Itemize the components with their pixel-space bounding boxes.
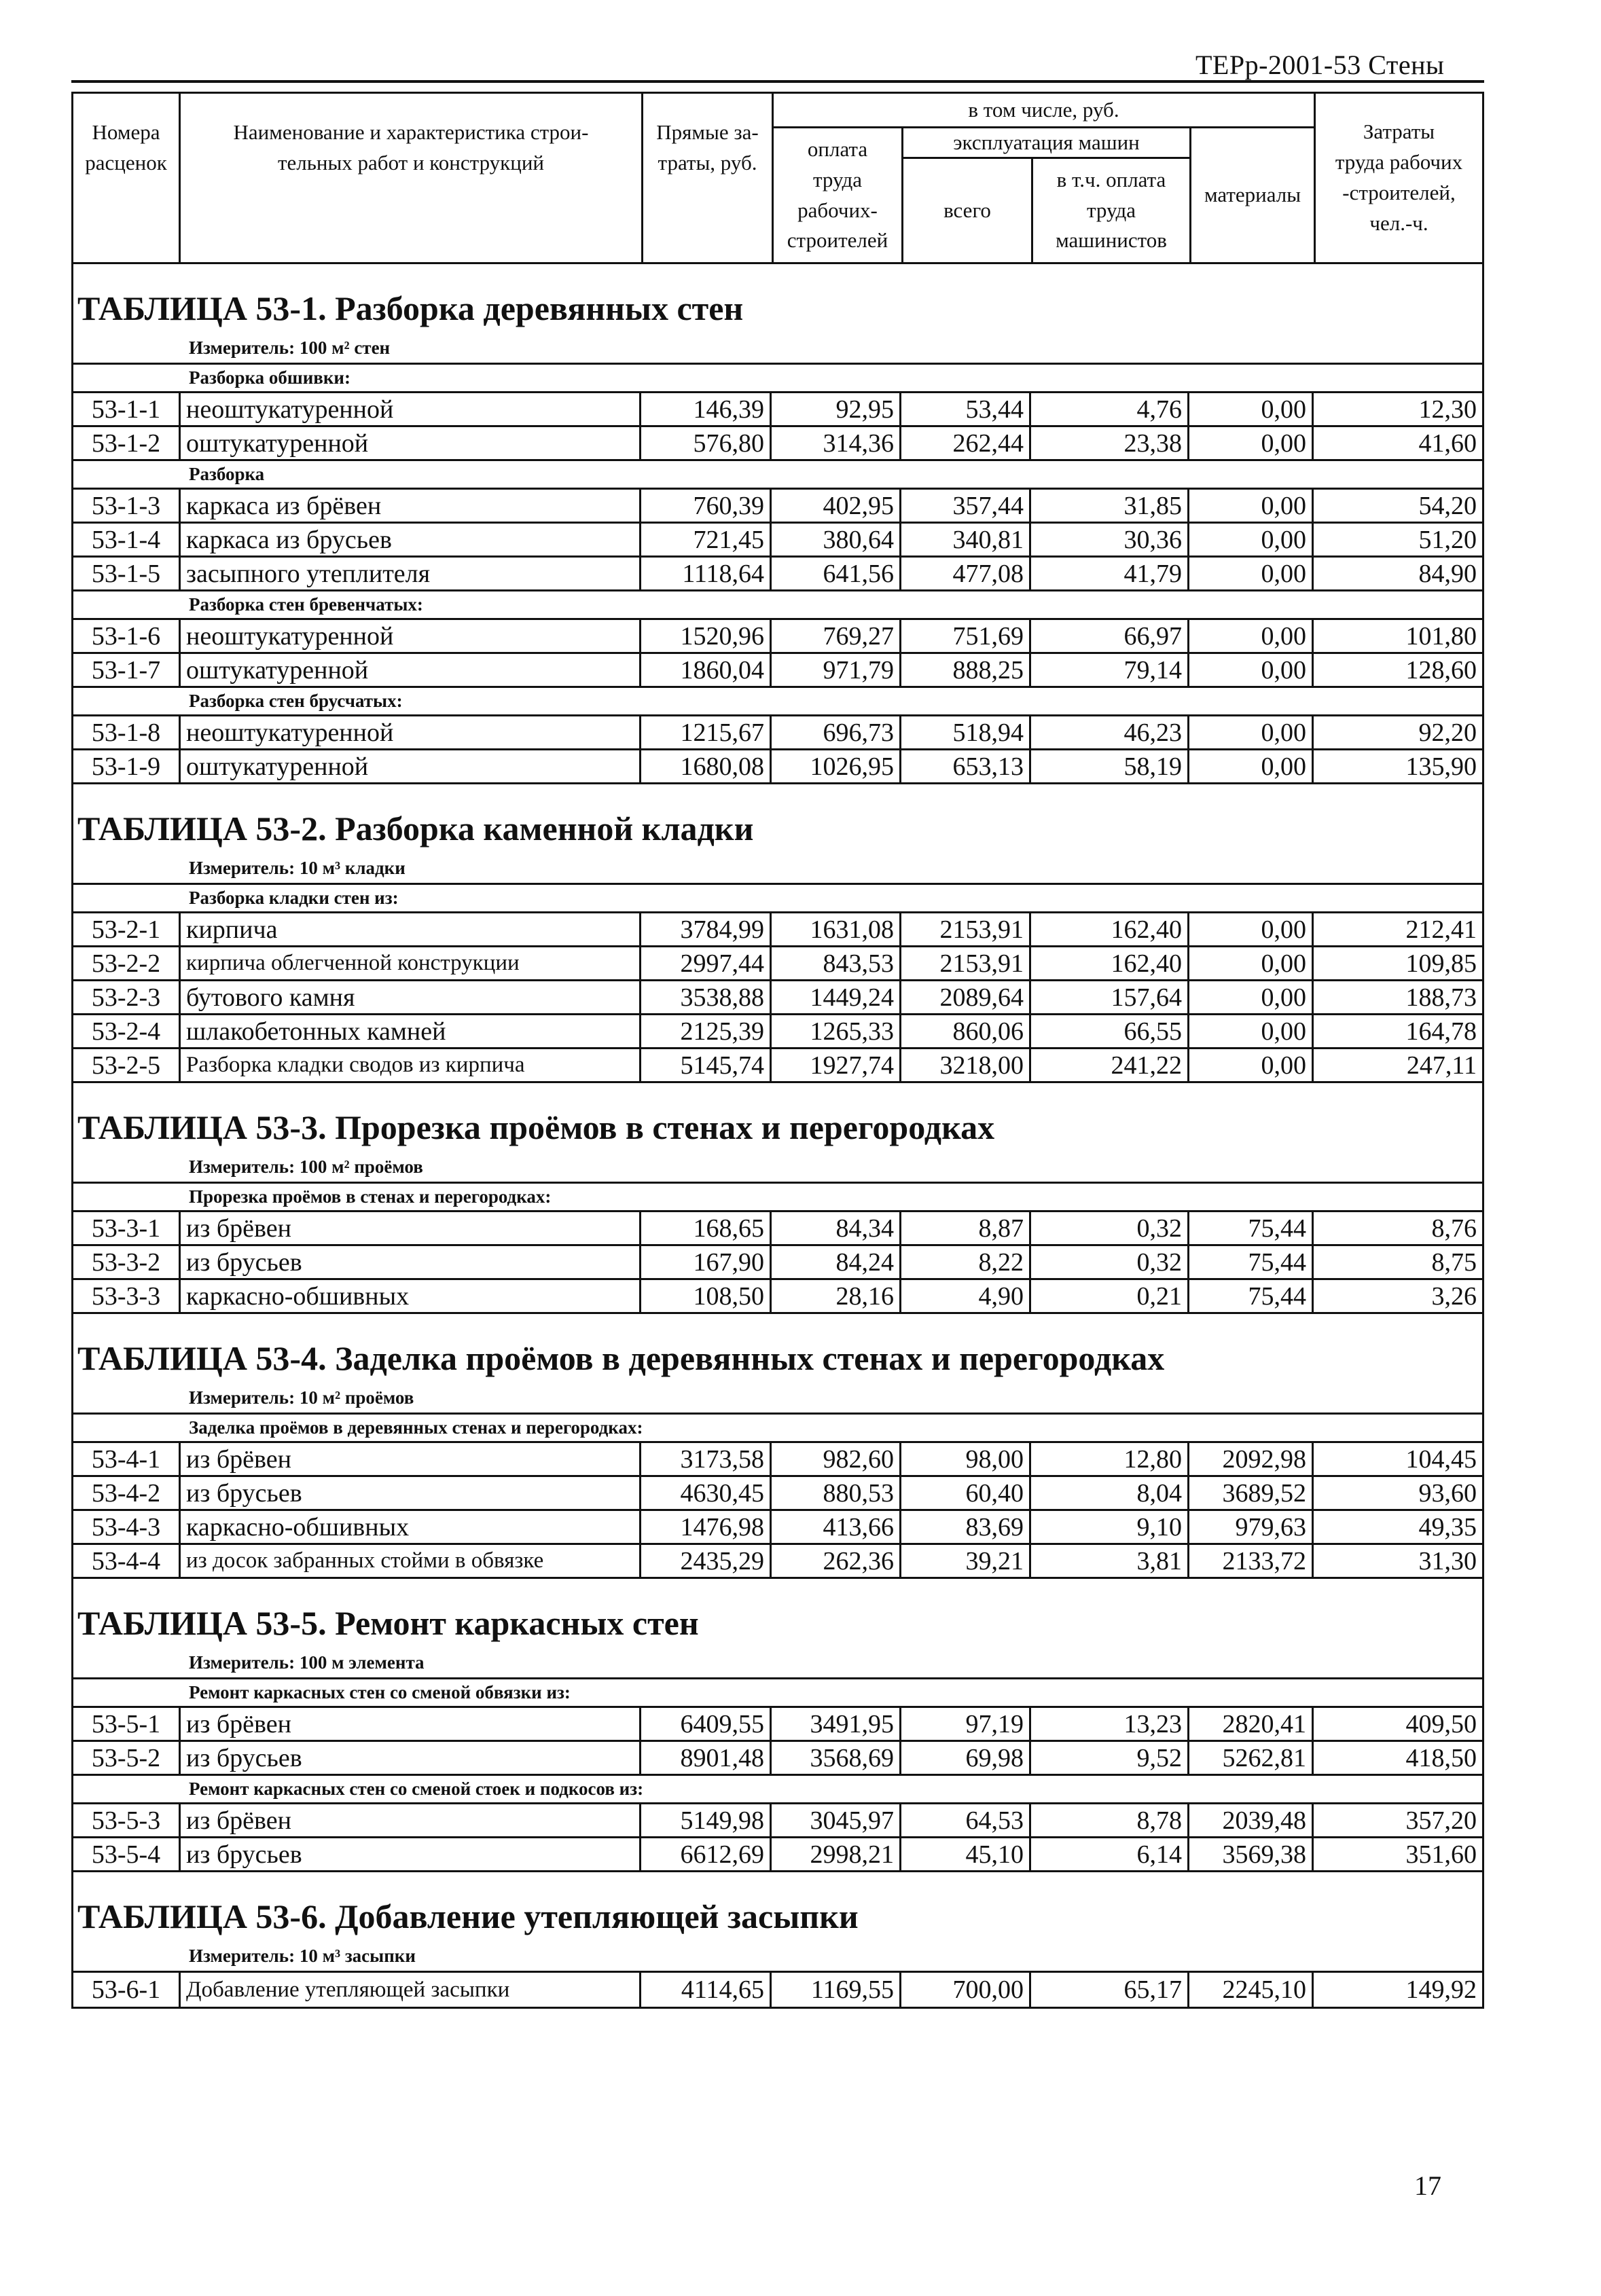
materials-cost: 979,63	[1189, 1511, 1314, 1543]
group-label: Разборка стен бревенчатых:	[73, 591, 1482, 620]
machine-operation: 69,98	[901, 1742, 1031, 1774]
table-title: ТАБЛИЦА 53-3. Прорезка проёмов в стенах и перегородках	[77, 1108, 995, 1146]
page-header-title: ТЕРр-2001-53 Стены	[1195, 50, 1445, 80]
col-head-materials: материалы	[1204, 183, 1301, 207]
machine-operation: 53,44	[901, 393, 1031, 425]
machinist-wage: 4,76	[1031, 393, 1189, 425]
worker-wage: 982,60	[772, 1443, 901, 1475]
rate-row	[73, 1742, 1482, 1776]
rate-row	[73, 1443, 1482, 1477]
worker-wage: 92,95	[772, 393, 901, 425]
rate-row	[73, 716, 1482, 750]
worker-wage: 84,24	[772, 1246, 901, 1278]
direct-costs: 108,50	[641, 1280, 772, 1312]
worker-wage: 1265,33	[772, 1015, 901, 1047]
rate-code: 53-2-3	[73, 981, 181, 1013]
rate-code: 53-2-2	[73, 947, 181, 979]
rate-code: 53-3-2	[73, 1246, 181, 1278]
worker-wage: 380,64	[772, 524, 901, 555]
machinist-wage: 30,36	[1031, 524, 1189, 555]
materials-cost: 0,00	[1189, 1015, 1314, 1047]
rate-code: 53-1-2	[73, 427, 181, 459]
rate-code: 53-1-3	[73, 490, 181, 522]
machinist-wage: 0,32	[1031, 1246, 1189, 1278]
rate-row	[73, 1212, 1482, 1246]
machine-operation: 357,44	[901, 490, 1031, 522]
machinist-wage: 13,23	[1031, 1708, 1189, 1740]
rate-row	[73, 524, 1482, 558]
labor-hours: 409,50	[1405, 1709, 1477, 1738]
machine-operation: 8,22	[901, 1246, 1031, 1278]
group-label: Разборка стен брусчатых:	[73, 688, 1482, 716]
worker-wage: 1449,24	[772, 981, 901, 1013]
labor-hours: 8,75	[1431, 1247, 1477, 1277]
machinist-wage: 157,64	[1031, 981, 1189, 1013]
rate-row	[73, 1280, 1482, 1314]
machinist-wage: 79,14	[1031, 654, 1189, 686]
worker-wage: 3491,95	[772, 1708, 901, 1740]
rate-code: 53-5-2	[73, 1742, 181, 1774]
rate-row	[73, 981, 1482, 1015]
rate-row	[73, 750, 1482, 784]
group-label: Разборка кладки стен из:	[73, 885, 1482, 913]
worker-wage: 314,36	[772, 427, 901, 459]
rate-code: 53-2-1	[73, 913, 181, 945]
work-name: каркаса из брёвен	[181, 490, 641, 522]
rate-code: 53-4-3	[73, 1511, 181, 1543]
direct-costs: 146,39	[641, 393, 772, 425]
machine-operation: 477,08	[901, 558, 1031, 589]
rate-code: 53-1-5	[73, 558, 181, 589]
table-unit: Измеритель: 10 м³ кладки	[73, 854, 1482, 885]
machinist-wage: 0,32	[1031, 1212, 1189, 1244]
direct-costs: 1476,98	[641, 1511, 772, 1543]
machine-operation: 888,25	[901, 654, 1031, 686]
worker-wage: 1169,55	[772, 1973, 901, 2007]
rate-code: 53-6-1	[73, 1973, 181, 2007]
materials-cost: 0,00	[1189, 913, 1314, 945]
rate-row	[73, 654, 1482, 688]
materials-cost: 0,00	[1189, 620, 1314, 652]
direct-costs: 3173,58	[641, 1443, 772, 1475]
materials-cost: 2820,41	[1189, 1708, 1314, 1740]
direct-costs: 5149,98	[641, 1804, 772, 1836]
machine-operation: 64,53	[901, 1804, 1031, 1836]
materials-cost: 3689,52	[1189, 1477, 1314, 1509]
materials-cost: 2245,10	[1189, 1973, 1314, 2007]
machinist-wage: 66,55	[1031, 1015, 1189, 1047]
materials-cost: 75,44	[1189, 1246, 1314, 1278]
labor-hours: 247,11	[1406, 1051, 1477, 1080]
work-name: шлакобетонных камней	[181, 1015, 641, 1047]
labor-hours: 135,90	[1405, 752, 1477, 781]
machine-operation: 262,44	[901, 427, 1031, 459]
labor-hours: 109,85	[1405, 949, 1477, 978]
machine-operation: 340,81	[901, 524, 1031, 555]
machinist-wage: 58,19	[1031, 750, 1189, 782]
rate-code: 53-4-4	[73, 1545, 181, 1577]
direct-costs: 8901,48	[641, 1742, 772, 1774]
direct-costs: 576,80	[641, 427, 772, 459]
machine-operation: 83,69	[901, 1511, 1031, 1543]
labor-hours: 92,20	[1418, 718, 1477, 747]
labor-hours: 128,60	[1405, 655, 1477, 685]
work-name: из брусьев	[181, 1246, 641, 1278]
machinist-wage: 162,40	[1031, 947, 1189, 979]
rate-row	[73, 393, 1482, 427]
work-name: засыпного утеплителя	[181, 558, 641, 589]
machine-operation: 518,94	[901, 716, 1031, 748]
materials-cost: 0,00	[1189, 393, 1314, 425]
machine-operation: 2153,91	[901, 947, 1031, 979]
group-label: Ремонт каркасных стен со сменой обвязки из:	[73, 1679, 1482, 1708]
machine-operation: 45,10	[901, 1838, 1031, 1870]
work-name: неоштукатуренной	[181, 716, 641, 748]
worker-wage: 28,16	[772, 1280, 901, 1312]
materials-cost: 3569,38	[1189, 1838, 1314, 1870]
work-name: каркаса из брусьев	[181, 524, 641, 555]
direct-costs: 3784,99	[641, 913, 772, 945]
group-label: Разборка	[73, 461, 1482, 490]
rate-row	[73, 1545, 1482, 1579]
direct-costs: 167,90	[641, 1246, 772, 1278]
labor-hours: 51,20	[1418, 525, 1477, 554]
machinist-wage: 241,22	[1031, 1049, 1189, 1081]
col-head-code: Номера расценок	[85, 120, 167, 175]
direct-costs: 3538,88	[641, 981, 772, 1013]
col-head-name: Наименование и характеристика строи- тельных работ и конструкций	[233, 120, 589, 175]
rate-row	[73, 427, 1482, 461]
rate-code: 53-1-9	[73, 750, 181, 782]
labor-hours: 188,73	[1405, 983, 1477, 1012]
machine-operation: 4,90	[901, 1280, 1031, 1312]
labor-hours: 31,30	[1418, 1546, 1477, 1575]
column-headers	[73, 94, 1482, 264]
direct-costs: 1520,96	[641, 620, 772, 652]
machinist-wage: 9,10	[1031, 1511, 1189, 1543]
rate-row	[73, 1838, 1482, 1872]
machinist-wage: 66,97	[1031, 620, 1189, 652]
machinist-wage: 3,81	[1031, 1545, 1189, 1577]
machinist-wage: 8,78	[1031, 1804, 1189, 1836]
rate-code: 53-4-2	[73, 1477, 181, 1509]
worker-wage: 843,53	[772, 947, 901, 979]
direct-costs: 1680,08	[641, 750, 772, 782]
header-rule	[71, 80, 1484, 83]
rate-row	[73, 1708, 1482, 1742]
machinist-wage: 9,52	[1031, 1742, 1189, 1774]
machine-operation: 860,06	[901, 1015, 1031, 1047]
labor-hours: 49,35	[1418, 1512, 1477, 1542]
worker-wage: 641,56	[772, 558, 901, 589]
work-name: из брусьев	[181, 1477, 641, 1509]
rate-row	[73, 1049, 1482, 1083]
rate-code: 53-5-1	[73, 1708, 181, 1740]
rate-code: 53-5-3	[73, 1804, 181, 1836]
group-label: Ремонт каркасных стен со сменой стоек и подкосов из:	[73, 1776, 1482, 1804]
work-name: Разборка кладки сводов из кирпича	[181, 1049, 641, 1081]
rate-row	[73, 947, 1482, 981]
worker-wage: 262,36	[772, 1545, 901, 1577]
worker-wage: 1927,74	[772, 1049, 901, 1081]
work-name: из досок забранных стойми в обвязке	[181, 1545, 641, 1577]
rate-row	[73, 620, 1482, 654]
work-name: из брёвен	[181, 1443, 641, 1475]
labor-hours: 101,80	[1405, 621, 1477, 651]
machinist-wage: 23,38	[1031, 427, 1189, 459]
table-title: ТАБЛИЦА 53-5. Ремонт каркасных стен	[77, 1604, 699, 1642]
direct-costs: 5145,74	[641, 1049, 772, 1081]
col-head-labor: Затраты труда рабочих -строителей, чел.-ч.	[1335, 120, 1463, 235]
divider	[641, 94, 643, 262]
materials-cost: 0,00	[1189, 947, 1314, 979]
machinist-wage: 65,17	[1031, 1973, 1189, 2007]
worker-wage: 1026,95	[772, 750, 901, 782]
direct-costs: 2435,29	[641, 1545, 772, 1577]
machine-operation: 97,19	[901, 1708, 1031, 1740]
table-title: ТАБЛИЦА 53-1. Разборка деревянных стен	[77, 289, 744, 327]
machine-operation: 39,21	[901, 1545, 1031, 1577]
table-title: ТАБЛИЦА 53-6. Добавление утепляющей засыпки	[77, 1897, 859, 1935]
rate-row	[73, 913, 1482, 947]
divider	[179, 94, 181, 262]
rate-row	[73, 1511, 1482, 1545]
worker-wage: 402,95	[772, 490, 901, 522]
machinist-wage: 12,80	[1031, 1443, 1189, 1475]
rate-row	[73, 1015, 1482, 1049]
work-name: неоштукатуренной	[181, 393, 641, 425]
machine-operation: 60,40	[901, 1477, 1031, 1509]
materials-cost: 5262,81	[1189, 1742, 1314, 1774]
rate-code: 53-1-1	[73, 393, 181, 425]
rate-code: 53-4-1	[73, 1443, 181, 1475]
worker-wage: 880,53	[772, 1477, 901, 1509]
materials-cost: 0,00	[1189, 427, 1314, 459]
rate-code: 53-1-7	[73, 654, 181, 686]
table-unit: Измеритель: 100 м² стен	[73, 333, 1482, 365]
worker-wage: 3568,69	[772, 1742, 901, 1774]
direct-costs: 1215,67	[641, 716, 772, 748]
materials-cost: 2092,98	[1189, 1443, 1314, 1475]
rate-row	[73, 1973, 1482, 2007]
labor-hours: 12,30	[1418, 395, 1477, 424]
work-name: оштукатуренной	[181, 750, 641, 782]
labor-hours: 93,60	[1418, 1478, 1477, 1508]
col-head-wage: оплата труда рабочих- строителей	[787, 136, 888, 253]
work-name: каркасно-обшивных	[181, 1511, 641, 1543]
rate-row	[73, 490, 1482, 524]
table-unit: Измеритель: 10 м³ засыпки	[73, 1942, 1482, 1973]
table-title: ТАБЛИЦА 53-2. Разборка каменной кладки	[77, 809, 754, 848]
direct-costs: 6409,55	[641, 1708, 772, 1740]
direct-costs: 4114,65	[641, 1973, 772, 2007]
machinist-wage: 31,85	[1031, 490, 1189, 522]
table-unit: Измеритель: 100 м элемента	[73, 1648, 1482, 1679]
col-head-machine-wage: в т.ч. оплата труда машинистов	[1056, 167, 1167, 253]
work-name: из брусьев	[181, 1838, 641, 1870]
work-name: бутового камня	[181, 981, 641, 1013]
direct-costs: 2997,44	[641, 947, 772, 979]
work-name: из брёвен	[181, 1212, 641, 1244]
machinist-wage: 6,14	[1031, 1838, 1189, 1870]
worker-wage: 84,34	[772, 1212, 901, 1244]
machinist-wage: 46,23	[1031, 716, 1189, 748]
work-name: из брусьев	[181, 1742, 641, 1774]
rate-row	[73, 1246, 1482, 1280]
materials-cost: 75,44	[1189, 1212, 1314, 1244]
machine-operation: 700,00	[901, 1973, 1031, 2007]
machine-operation: 2153,91	[901, 913, 1031, 945]
page-number: 17	[1414, 2170, 1441, 2201]
labor-hours: 54,20	[1418, 491, 1477, 520]
machinist-wage: 162,40	[1031, 913, 1189, 945]
direct-costs: 721,45	[641, 524, 772, 555]
worker-wage: 1631,08	[772, 913, 901, 945]
materials-cost: 0,00	[1189, 981, 1314, 1013]
group-label: Разборка обшивки:	[73, 365, 1482, 393]
materials-cost: 0,00	[1189, 524, 1314, 555]
labor-hours: 164,78	[1405, 1017, 1477, 1046]
machine-operation: 3218,00	[901, 1049, 1031, 1081]
rate-code: 53-2-5	[73, 1049, 181, 1081]
materials-cost: 2133,72	[1189, 1545, 1314, 1577]
rate-code: 53-1-6	[73, 620, 181, 652]
rate-row	[73, 1804, 1482, 1838]
work-name: Добавление утепляющей засыпки	[181, 1973, 641, 2007]
materials-cost: 0,00	[1189, 1049, 1314, 1081]
rate-code: 53-1-4	[73, 524, 181, 555]
direct-costs: 4630,45	[641, 1477, 772, 1509]
machinist-wage: 8,04	[1031, 1477, 1189, 1509]
machine-operation: 751,69	[901, 620, 1031, 652]
rate-row	[73, 1477, 1482, 1511]
labor-hours: 41,60	[1418, 429, 1477, 458]
machine-operation: 2089,64	[901, 981, 1031, 1013]
direct-costs: 1118,64	[641, 558, 772, 589]
work-name: из брёвен	[181, 1708, 641, 1740]
labor-hours: 8,76	[1431, 1214, 1477, 1243]
materials-cost: 0,00	[1189, 490, 1314, 522]
direct-costs: 760,39	[641, 490, 772, 522]
direct-costs: 2125,39	[641, 1015, 772, 1047]
table-unit: Измеритель: 10 м² проёмов	[73, 1383, 1482, 1415]
work-name: кирпича облегченной конструкции	[181, 947, 641, 979]
work-name: из брёвен	[181, 1804, 641, 1836]
rate-code: 53-1-8	[73, 716, 181, 748]
col-head-machines-total: всего	[943, 198, 991, 222]
work-name: неоштукатуренной	[181, 620, 641, 652]
work-name: оштукатуренной	[181, 427, 641, 459]
work-name: каркасно-обшивных	[181, 1280, 641, 1312]
materials-cost: 75,44	[1189, 1280, 1314, 1312]
table-title: ТАБЛИЦА 53-4. Заделка проёмов в деревянных стенах и перегородках	[77, 1339, 1165, 1377]
worker-wage: 769,27	[772, 620, 901, 652]
col-head-including: в том числе, руб.	[968, 97, 1119, 122]
materials-cost: 0,00	[1189, 558, 1314, 589]
rate-code: 53-3-3	[73, 1280, 181, 1312]
worker-wage: 3045,97	[772, 1804, 901, 1836]
rate-code: 53-2-4	[73, 1015, 181, 1047]
labor-hours: 104,45	[1405, 1444, 1477, 1474]
labor-hours: 3,26	[1431, 1281, 1477, 1311]
rate-code: 53-3-1	[73, 1212, 181, 1244]
direct-costs: 168,65	[641, 1212, 772, 1244]
labor-hours: 212,41	[1405, 915, 1477, 944]
machinist-wage: 0,21	[1031, 1280, 1189, 1312]
group-label: Прорезка проёмов в стенах и перегородках:	[73, 1184, 1482, 1212]
machine-operation: 8,87	[901, 1212, 1031, 1244]
direct-costs: 6612,69	[641, 1838, 772, 1870]
machine-operation: 98,00	[901, 1443, 1031, 1475]
direct-costs: 1860,04	[641, 654, 772, 686]
labor-hours: 149,92	[1405, 1975, 1477, 2004]
labor-hours: 351,60	[1405, 1840, 1477, 1869]
materials-cost: 0,00	[1189, 716, 1314, 748]
work-name: кирпича	[181, 913, 641, 945]
labor-hours: 84,90	[1418, 559, 1477, 588]
worker-wage: 696,73	[772, 716, 901, 748]
labor-hours: 357,20	[1405, 1806, 1477, 1835]
machinist-wage: 41,79	[1031, 558, 1189, 589]
rate-code: 53-5-4	[73, 1838, 181, 1870]
group-label: Заделка проёмов в деревянных стенах и перегородках:	[73, 1415, 1482, 1443]
materials-cost: 2039,48	[1189, 1804, 1314, 1836]
work-name: оштукатуренной	[181, 654, 641, 686]
materials-cost: 0,00	[1189, 750, 1314, 782]
machine-operation: 653,13	[901, 750, 1031, 782]
labor-hours: 418,50	[1405, 1743, 1477, 1772]
worker-wage: 971,79	[772, 654, 901, 686]
table-unit: Измеритель: 100 м² проёмов	[73, 1152, 1482, 1184]
col-head-direct: Прямые за- траты, руб.	[656, 120, 759, 175]
rate-row	[73, 558, 1482, 591]
worker-wage: 2998,21	[772, 1838, 901, 1870]
worker-wage: 413,66	[772, 1511, 901, 1543]
col-head-machines: эксплуатация машин	[953, 130, 1140, 154]
rates-sheet	[71, 92, 1484, 2009]
materials-cost: 0,00	[1189, 654, 1314, 686]
